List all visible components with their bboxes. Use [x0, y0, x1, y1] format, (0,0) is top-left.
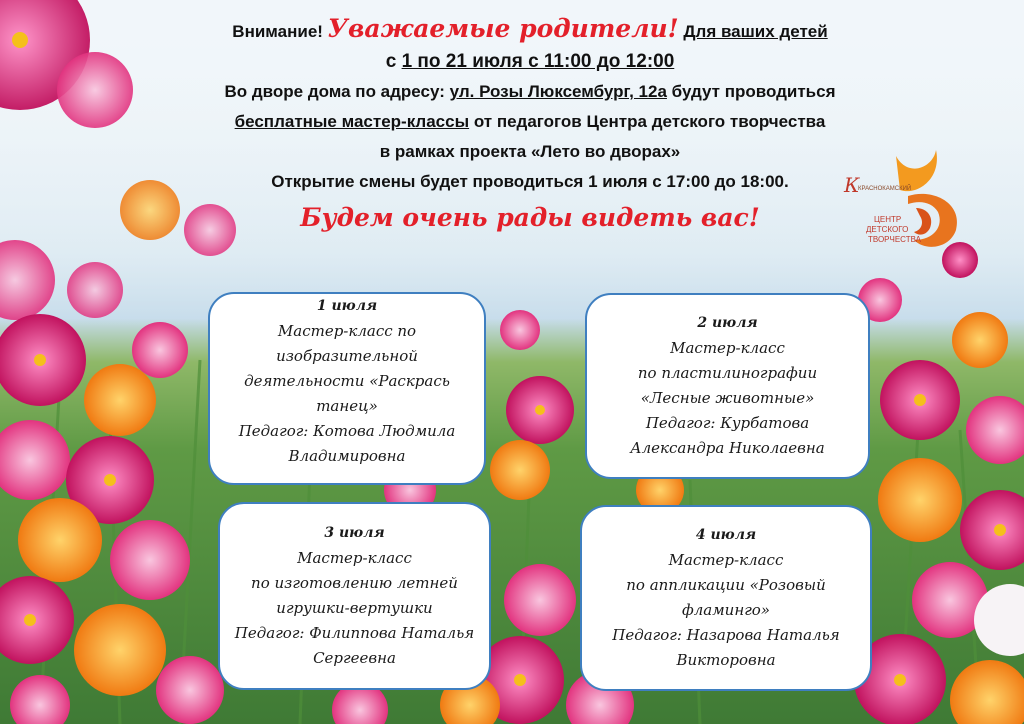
- dear-parents-title: Уважаемые родители!: [327, 14, 679, 43]
- event-description: Мастер-класс по изобразительной деятельности «Раскрась танец» Педагог: Котова Людмила Владимировна: [238, 322, 456, 465]
- dates-prefix: с: [385, 51, 397, 72]
- free-classes-text: бесплатные мастер-классы: [234, 112, 470, 131]
- event-card-july-1: [208, 292, 486, 485]
- header-line-dates: [150, 47, 910, 77]
- logo-line-2: ДЕТСКОГО: [866, 225, 909, 234]
- event-description: Мастер-класс по аппликации «Розовый фламинго» Педагог: Назарова Наталья Викторовна: [612, 551, 840, 669]
- event-card-july-2: [585, 293, 870, 479]
- event-card-july-3: [218, 502, 491, 690]
- event-date: 1 июля: [316, 298, 378, 314]
- logo-line-3: ТВОРЧЕСТВА: [868, 235, 921, 244]
- event-description: Мастер-класс по изготовлению летней игрушки-вертушки Педагог: Филиппова Наталья Сергеевна: [234, 549, 475, 667]
- attention-label: Внимание!: [232, 22, 323, 41]
- childrens-creativity-center-logo: [838, 148, 968, 258]
- logo-line-1: ЦЕНТР: [874, 215, 902, 224]
- opening-text: Открытие смены будет проводиться 1 июля с 17:00 до 18:00.: [271, 172, 789, 191]
- for-kids-text: Для ваших детей: [683, 22, 828, 41]
- header-line-1: [150, 14, 910, 47]
- announcement-header: [150, 14, 910, 237]
- event-date: 4 июля: [695, 527, 757, 543]
- dates-text: 1 по 21 июля с 11:00 до 12:00: [401, 51, 675, 72]
- header-line-address: [150, 77, 910, 107]
- event-description: Мастер-класс по пластилинографии «Лесные животные» Педагог: Курбатова Александра Николаевна: [630, 339, 825, 457]
- welcome-text: Будем очень рады видеть вас!: [300, 203, 760, 232]
- event-card-july-4: [580, 505, 872, 691]
- logo-small-text: КРАСНОКАМСКИЙ: [858, 186, 912, 192]
- project-text: в рамках проекта «Лето во дворах»: [379, 142, 681, 161]
- logo-letter: К: [844, 173, 860, 197]
- address-prefix: Во дворе дома по адресу:: [224, 82, 445, 101]
- header-line-classes: [150, 107, 910, 137]
- event-date: 2 июля: [697, 315, 758, 331]
- event-date: 3 июля: [324, 525, 385, 541]
- teachers-text: от педагогов Центра детского творчества: [473, 112, 826, 131]
- address-text: ул. Розы Люксембург, 12а: [449, 82, 667, 101]
- address-suffix: будут проводиться: [671, 82, 836, 101]
